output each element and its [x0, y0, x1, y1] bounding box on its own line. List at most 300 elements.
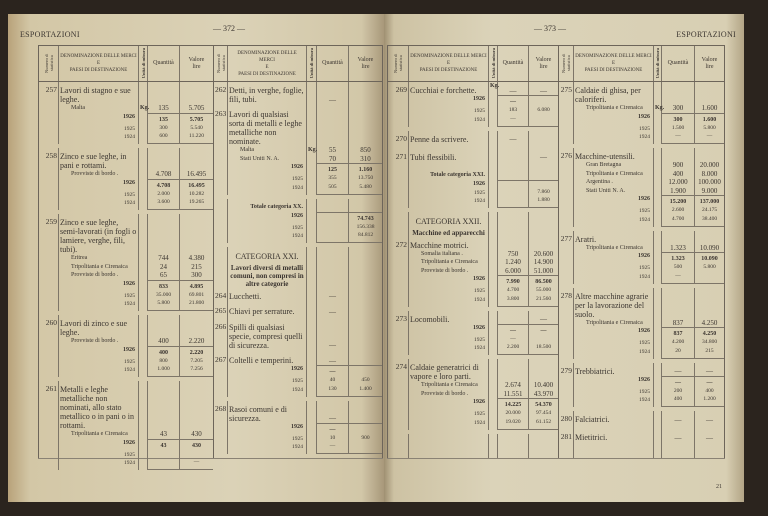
description: 1925: [574, 339, 654, 348]
stat-number: [559, 244, 574, 253]
quantity: [498, 180, 529, 189]
description: Totale categoria XXI.: [409, 167, 489, 180]
stat-number: [388, 258, 409, 267]
header-value-unit: lire: [361, 63, 370, 70]
unit: [139, 358, 148, 367]
quantity: 55: [317, 146, 349, 155]
unit: Kg.: [655, 105, 665, 111]
page-number: — 372 —: [213, 24, 245, 33]
country-row: [559, 170, 724, 179]
description: 1924: [409, 344, 489, 355]
quantity: —: [662, 411, 695, 424]
value: 55.000: [535, 287, 552, 293]
description: 1925: [574, 125, 654, 134]
value: [349, 401, 382, 423]
column-header: [559, 46, 724, 82]
unit: [307, 423, 317, 435]
stat-number: 279: [559, 363, 574, 376]
description: Stati Uniti N. A.: [574, 187, 654, 196]
value: 850: [360, 146, 371, 155]
header-description: [59, 46, 139, 81]
description: Spilli di qualsiasi specie, compresi quelli di sicurezza.: [228, 319, 307, 350]
stat-number: [39, 263, 59, 272]
desc-row-row: [559, 363, 724, 376]
value: [349, 303, 382, 316]
stat-number: [388, 116, 409, 127]
desc-row-row: [214, 288, 382, 301]
value: 6.080: [537, 107, 550, 113]
stat-number: [214, 247, 228, 288]
tot-row: [388, 197, 558, 212]
description: Tripolitania e Cirenaica: [59, 430, 139, 439]
unit: [307, 386, 317, 397]
unit: [654, 207, 662, 216]
desc-row-row: [214, 199, 382, 212]
description: 1924: [228, 386, 307, 397]
quantity: 1.900: [662, 187, 695, 196]
description: 1924: [574, 348, 654, 359]
value: 7.860: [537, 188, 550, 195]
unit: [654, 388, 662, 397]
tot-row: [214, 377, 382, 386]
value: [349, 247, 382, 288]
header-value: [695, 46, 724, 81]
country-row: [214, 146, 382, 155]
quantity: [317, 199, 349, 212]
value: 1.160: [349, 163, 382, 175]
stat-number: [388, 324, 409, 336]
stat-number: [388, 180, 409, 189]
description: 1926: [59, 280, 139, 292]
unit: [654, 216, 662, 227]
description: 1924: [574, 396, 654, 407]
desc-row-row: [214, 82, 382, 104]
unit: [489, 311, 498, 324]
unit: [654, 447, 662, 458]
description: Malta: [228, 146, 307, 155]
value: [529, 237, 558, 250]
tot-row: [214, 232, 382, 247]
unit: Kg.: [140, 105, 150, 111]
header-description-line: PAESI DI DESTINAZIONE: [238, 71, 296, 77]
header-value: [529, 46, 558, 81]
unit: [489, 95, 498, 107]
value: 100.000: [698, 178, 721, 186]
header-quantity: [148, 46, 180, 81]
stat-number: [388, 287, 409, 296]
description: 1926: [228, 423, 307, 435]
unit: [654, 148, 662, 161]
quantity: [498, 167, 529, 180]
description: 1924: [409, 296, 489, 307]
stat-number: [559, 396, 574, 407]
description: 1924: [228, 184, 307, 195]
stat-number: [559, 319, 574, 328]
stat-number: [39, 191, 59, 200]
header-number-label: Numero di statistica: [43, 53, 54, 74]
quantity: [498, 149, 529, 162]
unit: [654, 252, 662, 264]
description: 1925: [574, 207, 654, 216]
header-description-line: DENOMINAZIONE DELLE MERCI: [575, 54, 652, 59]
value: [180, 381, 213, 430]
stat-number: [39, 292, 59, 301]
description: 1924: [409, 116, 489, 127]
value: [695, 288, 724, 319]
stat-number: [214, 184, 228, 195]
stat-number: [214, 435, 228, 444]
description: 1924: [574, 216, 654, 227]
statistics-table: [387, 45, 725, 459]
stat-number: [388, 419, 409, 430]
stat-number: [388, 398, 409, 410]
unit: [489, 107, 498, 116]
value: 10.282: [188, 190, 205, 197]
header-unit-label: Unità di misura: [309, 48, 314, 79]
description: Provviste di bordo .: [409, 390, 489, 399]
description: Lucchetti.: [228, 288, 307, 301]
unit: [489, 398, 498, 410]
description: Gran Bretagna: [574, 161, 654, 170]
value: 97.454: [535, 410, 552, 416]
unit: [139, 133, 148, 144]
quantity: 744: [148, 254, 180, 263]
page-running-title: ESPORTAZIONI: [20, 30, 80, 39]
country-row: [39, 263, 213, 272]
unit: [139, 451, 148, 460]
tot-row: [39, 179, 213, 191]
unit: [654, 339, 662, 348]
country-row: [559, 178, 724, 187]
value: 16.495: [186, 170, 207, 178]
country-row: [39, 254, 213, 263]
quantity: 355: [317, 175, 349, 184]
value: 430: [180, 439, 213, 451]
description: Trebbiatrici.: [574, 363, 654, 376]
signature-number: 21: [716, 484, 722, 490]
tot-row: [559, 252, 724, 264]
header-value-label: Valore: [188, 56, 205, 63]
value: —: [540, 86, 547, 95]
description: 1926: [409, 275, 489, 287]
quantity: 400: [148, 346, 180, 358]
unit: [489, 275, 498, 287]
quantity: 11.551: [498, 390, 529, 399]
header-description-line: E: [446, 61, 451, 66]
stat-number: 260: [39, 315, 59, 337]
unit: [307, 184, 317, 195]
desc-row-row: [39, 148, 213, 170]
stat-number: [39, 459, 59, 470]
header-description-line: PAESI DI DESTINAZIONE: [69, 68, 128, 73]
description: Coltelli e temperini.: [228, 352, 307, 365]
unit: [139, 366, 148, 377]
tot-row: [39, 280, 213, 292]
quantity: 130: [317, 386, 349, 397]
description: 1924: [59, 199, 139, 210]
tot-row: [214, 163, 382, 175]
value: [695, 447, 724, 458]
quantity: 837: [662, 319, 695, 328]
header-description-line: DENOMINAZIONE DELLE MERCI: [410, 54, 487, 59]
description: Zinco e sue leghe, semi-lavorati (in fogli o lamiere, verghe, fili, tubi).: [59, 214, 139, 254]
description: 1924: [59, 366, 139, 377]
description: Tubi flessibili.: [409, 149, 489, 162]
value: 4.380: [188, 254, 205, 262]
description: Locomobili.: [409, 311, 489, 324]
stat-number: [214, 423, 228, 435]
stat-number: [214, 232, 228, 243]
unit: [307, 352, 317, 365]
quantity: [662, 82, 695, 104]
unit: [139, 148, 148, 170]
value: —: [540, 315, 547, 323]
header-value-label: Valore: [357, 56, 374, 63]
unit: [489, 212, 498, 237]
description: 1926: [409, 324, 489, 336]
category-title: CATEGORIA XXII.: [415, 217, 482, 226]
description: Provviste di bordo .: [59, 337, 139, 346]
value: 215: [695, 348, 724, 359]
description: 1926: [574, 376, 654, 388]
table-half: [213, 46, 383, 458]
quantity: 24: [148, 263, 180, 272]
value: 38.400: [695, 216, 724, 227]
value: —: [695, 133, 724, 144]
description: Detti, in verghe, foglie, fili, tubi.: [228, 82, 307, 104]
desc-row-row: [388, 82, 558, 95]
description: Provviste di bordo .: [59, 170, 139, 179]
quantity: 43: [148, 439, 180, 451]
quantity: 500: [662, 264, 695, 273]
value: 2.220: [180, 346, 213, 358]
header-description-line: DENOMINAZIONE DELLE MERCI: [237, 50, 297, 63]
unit: [489, 131, 498, 144]
description: 1926: [228, 163, 307, 175]
value: 2.220: [188, 337, 205, 345]
desc-row-row: [559, 231, 724, 244]
header-quantity-label: Quantità: [322, 60, 343, 66]
header-unit-label: Unità di misura: [140, 48, 146, 79]
description: Caldaie generatrici di vapore e loro parti.: [409, 359, 489, 381]
stat-number: [39, 271, 59, 280]
country-row: [559, 104, 724, 113]
desc-row-row: [388, 237, 558, 250]
stat-number: 264: [214, 288, 228, 301]
description: Tripolitania e Cirenaica: [574, 170, 654, 179]
header-number-label: Numero di statistica: [561, 53, 571, 74]
stat-number: 257: [39, 82, 59, 104]
description: 1924: [228, 443, 307, 454]
tot-row: [39, 113, 213, 125]
stat-number: 277: [559, 231, 574, 244]
unit: [139, 346, 148, 358]
tot-row: [214, 423, 382, 435]
unit: [489, 344, 498, 355]
tot-row: [559, 133, 724, 148]
unit: [139, 82, 148, 104]
quantity: —: [498, 95, 529, 107]
quantity: 15.200: [662, 195, 695, 207]
tot-row: [559, 339, 724, 348]
stat-number: [559, 195, 574, 207]
description: Malta: [59, 104, 139, 113]
description: Macchine-utensili.: [574, 148, 654, 161]
description: Argentina .: [574, 178, 654, 187]
unit: [654, 244, 662, 253]
description: Totale categoria XX.: [228, 199, 307, 212]
unit: [489, 250, 498, 259]
unit: [489, 267, 498, 276]
country-row: [39, 430, 213, 439]
description: 1924: [59, 300, 139, 311]
page-running-title: ESPORTAZIONI: [676, 30, 736, 39]
unit: [307, 199, 317, 212]
tot-row: [388, 398, 558, 410]
quantity: [317, 247, 349, 288]
country-row: [388, 250, 558, 259]
country-row: [559, 187, 724, 196]
tot-row: [388, 344, 558, 359]
country-row: [388, 390, 558, 399]
desc-row-row: [39, 381, 213, 430]
stat-number: 270: [388, 131, 409, 144]
description: 1925: [228, 175, 307, 184]
quantity: 4.700: [662, 216, 695, 227]
stat-number: 273: [388, 311, 409, 324]
table-half: [387, 46, 558, 458]
quantity: 400: [662, 170, 695, 179]
quantity: 1.323: [662, 244, 695, 253]
desc-row-row: [388, 311, 558, 324]
value: [349, 288, 382, 301]
description: 1925: [59, 358, 139, 367]
stat-number: [559, 252, 574, 264]
tot-row: [214, 212, 382, 224]
header-description-line: PAESI DI DESTINAZIONE: [584, 68, 643, 73]
tot-row: [214, 386, 382, 401]
stat-number: [388, 381, 409, 390]
value: 7.205: [190, 357, 203, 364]
description: Aratri.: [574, 231, 654, 244]
quantity: 7.990: [498, 275, 529, 287]
stat-number: 266: [214, 319, 228, 350]
header-unit: [139, 46, 148, 81]
cat-row: [388, 212, 558, 237]
unit: [307, 319, 317, 350]
unit: [139, 292, 148, 301]
header-value-label: Valore: [701, 56, 718, 63]
header-quantity-label: Quantità: [502, 60, 524, 66]
quantity: 125: [317, 163, 349, 175]
header-value: [349, 46, 382, 81]
desc-row-row: [39, 214, 213, 254]
country-row: [559, 244, 724, 253]
quantity: [148, 214, 180, 254]
desc-row-row: [214, 319, 382, 350]
tot-row: [559, 195, 724, 207]
stat-number: 271: [388, 149, 409, 162]
quantity: [148, 315, 180, 337]
description: 1925: [228, 224, 307, 233]
value: 10.090: [699, 243, 720, 252]
quantity: 1.240: [498, 258, 529, 267]
tot-row: [559, 388, 724, 397]
unit: [489, 258, 498, 267]
unit: [489, 410, 498, 419]
unit: [307, 377, 317, 386]
value: 20.600: [533, 249, 554, 258]
unit: Kg.: [308, 147, 318, 154]
unit: [654, 396, 662, 407]
value: 24.175: [701, 207, 718, 213]
description: Lavori di qualsiasi sorta di metalli e leghe metalliche non nominate.: [228, 106, 307, 146]
unit: [489, 359, 498, 381]
stat-number: 278: [559, 288, 574, 319]
description: Cucchiai e forchette.: [409, 82, 489, 95]
unit: [307, 435, 317, 444]
value: 1.880: [529, 197, 558, 208]
desc-row-row: [39, 82, 213, 104]
stat-number: 275: [559, 82, 574, 104]
quantity: [317, 232, 349, 243]
quantity: 400: [148, 337, 180, 346]
unit: [489, 336, 498, 345]
unit: [489, 180, 498, 189]
unit: [139, 271, 148, 280]
stat-number: [39, 300, 59, 311]
value: [529, 131, 558, 144]
value: 10.090: [695, 252, 724, 264]
value: [349, 423, 382, 435]
stat-number: [39, 430, 59, 439]
description: Tripolitania e Cirenaica: [574, 319, 654, 328]
value: —: [706, 367, 713, 375]
value: [180, 214, 213, 254]
stat-number: [388, 296, 409, 307]
value: 430: [191, 430, 202, 438]
tot-row: [214, 435, 382, 444]
tot-row: [559, 264, 724, 273]
stat-number: [388, 250, 409, 259]
tot-row: [559, 207, 724, 216]
stat-number: [39, 280, 59, 292]
tot-row: [388, 324, 558, 336]
description: Tripolitania e Cirenaica: [409, 381, 489, 390]
value: 450: [361, 377, 370, 383]
quantity: —: [498, 131, 529, 144]
value: 9.000: [701, 186, 718, 195]
description: Lavori di zinco e sue leghe.: [59, 315, 139, 337]
quantity: [498, 434, 529, 459]
stat-number: 274: [388, 359, 409, 381]
header-number-label: Numero di statistica: [393, 53, 403, 74]
unit: [139, 170, 148, 179]
description: 1926: [574, 252, 654, 264]
quantity: 750: [498, 250, 529, 259]
value: [349, 365, 382, 377]
desc-row-row: [39, 315, 213, 337]
unit: [654, 82, 662, 104]
value: [529, 212, 558, 237]
desc-row-row: [388, 167, 558, 180]
description: 1925: [59, 451, 139, 460]
quantity: 4.708: [148, 170, 180, 179]
quantity: —: [662, 376, 695, 388]
description: [409, 434, 489, 459]
quantity: 4.200: [662, 339, 695, 348]
value: 19.265: [180, 199, 213, 210]
